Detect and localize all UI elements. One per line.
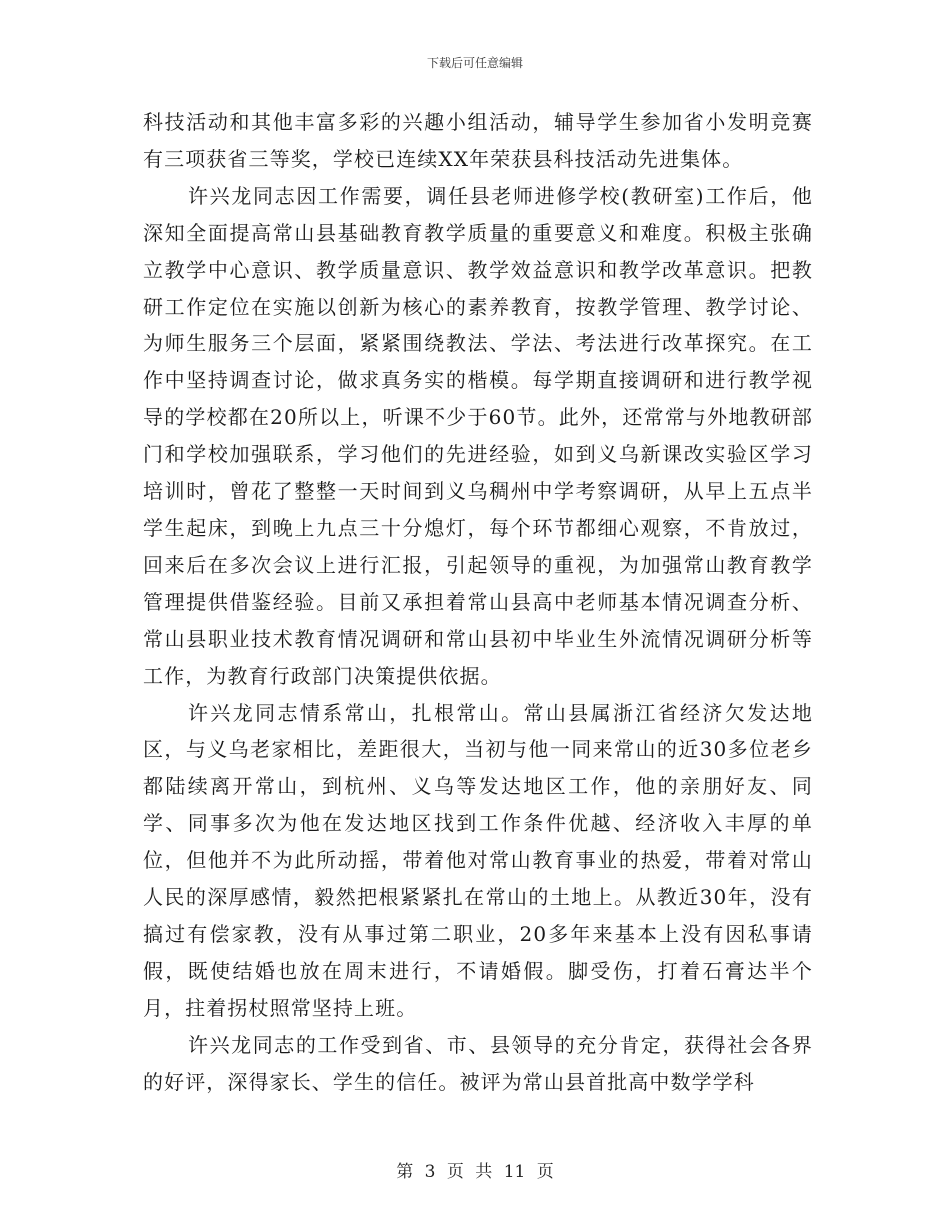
paragraph-4: 许兴龙同志的工作受到省、市、县领导的充分肯定，获得社会各界的好评，深得家长、学生的信任。被评为常山县首批高中数学学科 <box>143 1032 813 1094</box>
page-header: 下载后可任意编辑 <box>426 56 523 70</box>
page-footer: 第 3 页 共 11 页 <box>396 1162 554 1182</box>
paragraph-2: 许兴龙同志因工作需要，调任县老师进修学校(教研室)工作后，他深知全面提高常山县基础教育教学质量的重要意义和难度。积极主张确立教学中心意识、教学质量意识、教学效益意识和教学改革意识。把教研工作定位在实施以创新为核心的素养教育，按教学管理、教学讨论、为师生服务三个层面，紧紧围绕教法、学法、考法进行改革探究。在工作中坚持调查讨论，做求真务实的楷模。每学期直接调研和进行教学视导的学校都在20所以上，听课不少于60节。此外，还常常与外地教研部门和学校加强联系，学习他们的先进经验，如到义乌新课改实验区学习培训时，曾花了整整一天时间到义乌稠州中学考察调研，从早上五点半学生起床，到晚上九点三十分熄灯，每个环节都细心观察，不肯放过，回来后在多次会议上进行汇报，引起领导的重视，为加强常山教育教学管理提供借鉴经验。目前又承担着常山县高中老师基本情况调查分析、常山县职业技术教育情况调研和常山县初中毕业生外流情况调研分析等工作，为教育行政部门决策提供依据。 <box>143 183 813 688</box>
document-body <box>143 104 813 1100</box>
paragraph-1: 科技活动和其他丰富多彩的兴趣小组活动，辅导学生参加省小发明竞赛有三项获省三等奖，学校已连续XX年荣获县科技活动先进集体。 <box>143 110 813 171</box>
paragraph-3: 许兴龙同志情系常山，扎根常山。常山县属浙江省经济欠发达地区，与义乌老家相比，差距很大，当初与他一同来常山的近30多位老乡都陆续离开常山，到杭州、义乌等发达地区工作，他的亲朋好友、同学、同事多次为他在发达地区找到工作条件优越、经济收入丰厚的单位，但他并不为此所动摇，带着他对常山教育事业的热爱，带着对常山人民的深厚感情，毅然把根紧紧扎在常山的土地上。从教近30年，没有搞过有偿家教，没有从事过第二职业，20多年来基本上没有因私事请假，既使结婚也放在周末进行，不请婚假。脚受伤，打着石膏达半个月，拄着拐杖照常坚持上班。 <box>143 700 813 1020</box>
